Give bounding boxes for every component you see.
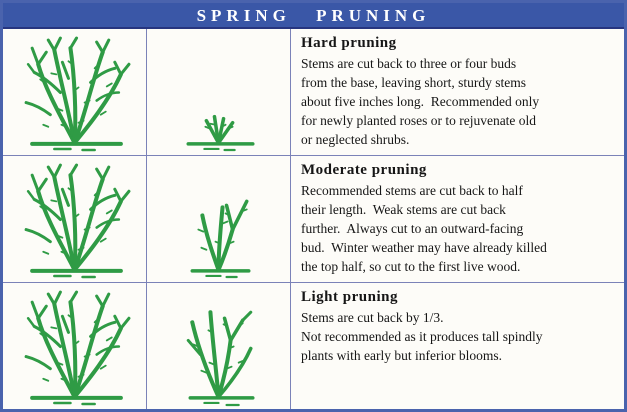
pruning-table: [3, 29, 624, 409]
light-after-cell: [147, 283, 290, 409]
body-line: about five inches long. Recommended only: [301, 94, 540, 109]
body-line: their length. Weak stems are cut back: [301, 202, 506, 217]
hard-before-cell: [3, 29, 146, 155]
full-shrub-icon: [3, 157, 146, 282]
hard-description-cell: [291, 29, 624, 155]
body-line: Recommended stems are cut back to half: [301, 183, 523, 198]
light-description-cell: [291, 283, 624, 409]
body-line: or neglected shrubs.: [301, 132, 410, 147]
body-line: Stems are cut back to three or four buds: [301, 56, 517, 71]
body-line: Stems are cut back by 1/3.: [301, 310, 444, 325]
body-line: plants with early but inferior blooms.: [301, 348, 502, 363]
body-line: the top half, so cut to the first live wood.: [301, 259, 521, 274]
title-bar: [3, 3, 624, 29]
page-title: SPRING PRUNING: [196, 6, 431, 25]
full-shrub-icon: [3, 30, 146, 155]
moderate-before-cell: [3, 156, 146, 282]
hard-after-cell: [147, 29, 290, 155]
body-line: for newly planted roses or to rejuvenate old: [301, 113, 537, 128]
moderate-pruned-shrub-icon: [147, 157, 290, 282]
light-before-cell: [3, 283, 146, 409]
row-heading: Moderate pruning: [301, 162, 427, 178]
body-line: bud. Winter weather may have already killed: [301, 240, 547, 255]
hard-pruned-shrub-icon: [147, 30, 290, 155]
moderate-description-cell: [291, 156, 624, 282]
row-heading: Hard pruning: [301, 35, 397, 51]
moderate-after-cell: [147, 156, 290, 282]
full-shrub-icon: [3, 284, 146, 409]
body-line: further. Always cut to an outward-facing: [301, 221, 524, 236]
body-line: Not recommended as it produces tall spindly: [301, 329, 543, 344]
row-heading: Light pruning: [301, 289, 398, 305]
body-line: from the base, leaving short, sturdy stems: [301, 75, 526, 90]
light-pruned-shrub-icon: [147, 284, 290, 409]
